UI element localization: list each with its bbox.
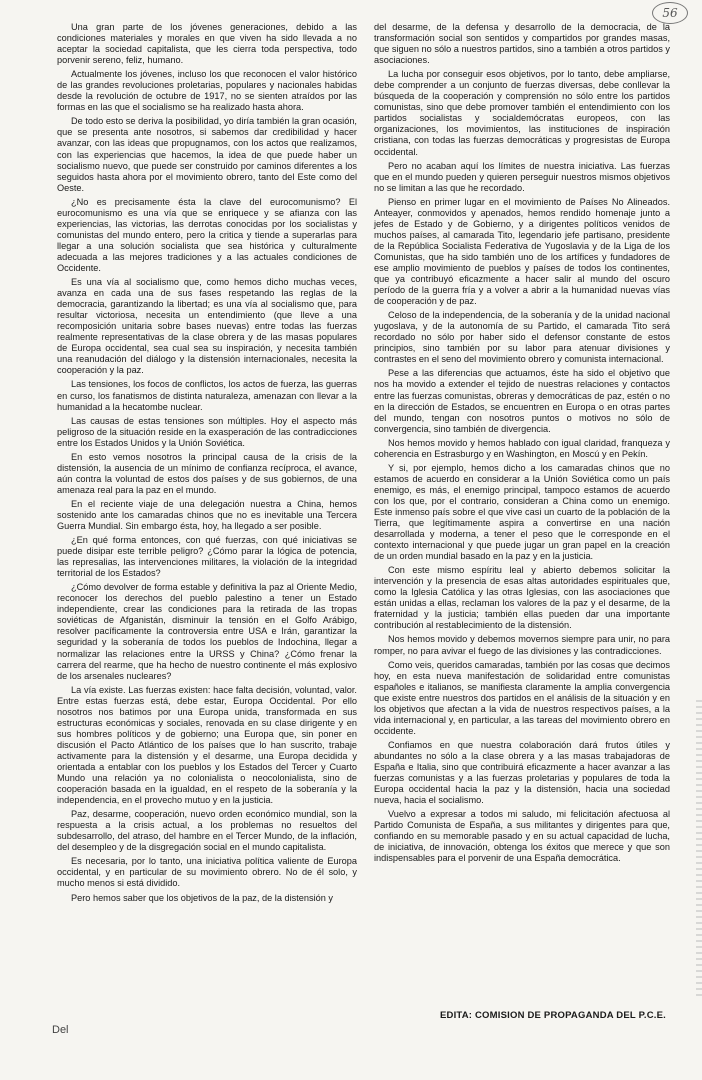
scan-edge-marks <box>696 700 702 1000</box>
paragraph: Es necesaria, por lo tanto, una iniciativa política valiente de Europa occidental, y en particular de su movimiento obrero. No de él solo, y mucho menos si está dividido. <box>57 856 357 889</box>
paragraph: ¿No es precisamente ésta la clave del eurocomunismo? El eurocomunismo es una vía que se enriquece y se afianza con las experiencias, las victorias, las derrotas conocidas por los socialistas y comunistas del mundo entero, pero la critica y tiende a superarlas para llegar a una solución socialista que sea histórica y culturalmente adecuada a las mejores tradiciones y a las actuales condiciones de Occidente. <box>57 196 357 273</box>
paragraph: En esto vemos nosotros la principal causa de la crisis de la distensión, la ausencia de un mínimo de confianza recíproca, el avance, aún contra la voluntad de estos dos países y de sus gobiernos, de una amenaza real para la paz en el mundo. <box>57 451 357 495</box>
paragraph: Paz, desarme, cooperación, nuevo orden económico mundial, son la respuesta a la crisis actual, a los problemas no resueltos del subdesarrollo, del atraso, del hambre en el Tercer Mundo, de la inflación, del desempleo y de la disgregación social en el mundo capitalista. <box>57 809 357 853</box>
paragraph: ¿En qué forma entonces, con qué fuerzas, con qué iniciativas se puede disipar este terrible peligro? ¿Cómo parar la lógica de potencia, las represalias, las intervenciones militares, la violación de la integridad territorial de los Estados? <box>57 535 357 579</box>
paragraph: del desarme, de la defensa y desarrollo de la democracia, de la transformación social son sentidos y compartidos por grandes masas, que siguen no sólo a nuestros partidos, sino a también a otros partidos y asociaciones. <box>374 22 670 66</box>
publisher-credit: EDITA: COMISION DE PROPAGANDA DEL P.C.E. <box>440 1010 666 1021</box>
paragraph: Nos hemos movido y debemos movernos siempre para unir, no para romper, no para avivar el fuego de las divisiones y las contradicciones. <box>374 634 670 656</box>
paragraph: Nos hemos movido y hemos hablado con igual claridad, franqueza y coherencia en Estrasburgo y en Washington, en Moscú y en Pekín. <box>374 437 670 459</box>
paragraph: Las causas de estas tensiones son múltiples. Hoy el aspecto más peligroso de la situación reside en la exasperación de las contradicciones entre los Estados Unidos y la Unión Soviética. <box>57 415 357 448</box>
paragraph: La lucha por conseguir esos objetivos, por lo tanto, debe ampliarse, debe comprender a un conjunto de fuerzas diversas, debe conllevar la búsqueda de la cooperación y comprensión no sólo entre los partidos comunistas, sino que debe promover también el entendimiento con los partidos socialistas y socialdemócratas europeos, con las organizaciones, los movimientos, las instituciones de inspiración cristiana, con todas las fuerzas democráticas y progresistas de Europa occidental. <box>374 69 670 157</box>
page-number: 56 <box>652 2 688 24</box>
right-column <box>374 22 670 1022</box>
paragraph: Pero hemos saber que los objetivos de la paz, de la distensión y <box>71 892 334 903</box>
paragraph: Una gran parte de los jóvenes generaciones, debido a las condiciones materiales y morales en que viven ha sido llevada a no aceptar la sociedad capitalista, que les cierra toda perspectiva, todo porvenir sereno, feliz, humano. <box>57 22 357 66</box>
paragraph: Confiamos en que nuestra colaboración dará frutos útiles y abundantes no sólo a la clase obrera y a las masas trabajadoras de España e Italia, sino que contribuirá eficazmente a hacer avanzar a las fuerzas comunistas y a las fuerzas proletarias y populares de toda la Europa occidental hacia la paz y la distensión, hacia una sociedad nueva, hacia el socialismo. <box>374 739 670 806</box>
paragraph: Pienso en primer lugar en el movimiento de Países No Alineados. Anteayer, conmovidos y apenados, hemos rendido homenaje junto a jefes de Estado y de Gobierno, y a dirigentes políticos venidos de muchos países, al camarada Tito, legendario jefe partisano, presidente de la República Socialista Federativa de Yugoslavia y de la Liga de los Comunistas, que ha sido también uno de los artífices y fundadores de ese amplio movimiento de pueblos y países de todos los continentes, que ya contribuyó eficazmente a hacer salir al mundo del oscuro período de la guerra fría y a volver a abrir a la humanidad nuevas vías de cooperación y de paz. <box>374 196 670 307</box>
paragraph: Vuelvo a expresar a todos mi saludo, mi felicitación afectuosa al Partido Comunista de España, a sus militantes y dirigentes para que, confiando en su memorable pasado y en su actual capacidad de lucha, de iniciativa, de innovación, obtenga los éxitos que merece y que son indispensables para el porvenir de una España democrática. <box>374 809 670 864</box>
paragraph: ¿Cómo devolver de forma estable y definitiva la paz al Oriente Medio, reconocer los derechos del pueblo palestino a tener un Estado independiente, crear las condiciones para la retirada de las tropas soviéticas de Afganistán, disminuir la tensión en el Golfo Arábigo, resolver pacíficamente la controversia entre USA e Irán, garantizar la seguridad y la soberanía de todos los pueblos de Indochina, llegar a normalizar las relaciones entre la URSS y China? ¿Cómo frenar la carrera del rearme, que ha hecho de nuestro continente el más explosivo de los arsenales nucleares? <box>57 582 357 681</box>
paragraph: La vía existe. Las fuerzas existen: hace falta decisión, voluntad, valor. Entre estas fuerzas está, debe estar, Europa Occidental. Por ello nosotros nos batimos por una Europa unida, transformada en sus estructuras económicas y sociales, renovada en su clase dirigente y en sus hombres políticos y de gobierno; una Europa que, sin poner en discusión el Pacto Atlántico de los países que lo han suscrito, trabaje activamente para la distensión y el desarme, una Europa decidida y orientada a entablar con los pueblos y los Estados del Tercer y Cuarto Mundo una relación ya no colonialista o neocolonialista, sino de cooperación basada en la igualdad, en el respeto de la soberanía y la independencia, en el provecho mutuo y en la justicia. <box>57 684 357 806</box>
paragraph: Y si, por ejemplo, hemos dicho a los camaradas chinos que no estamos de acuerdo en considerar a la Unión Soviética como un país enemigo, es más, el enemigo principal, tampoco estamos de acuerdo con los que, por el contrario, consideran a China como un enemigo. Este inmenso país sobre el que vive casi un cuarto de la población de la Tierra, que legítimamente aspira a convertirse en una nación desarrollada y moderna, a tener el peso que le corresponde en el contexto internacional y que puede jugar un gran papel en la creación de un orden mundial basado en la paz y en la justicia. <box>374 462 670 562</box>
paragraph: En el reciente viaje de una delegación nuestra a China, hemos sostenido ante los camaradas chinos que no es inevitable una Tercera Guerra Mundial. Sin embargo ésta, hoy, ha llegado a ser posible. <box>57 498 357 532</box>
paragraph: Como veis, queridos camaradas, también por las cosas que decimos hoy, en esta nueva manifestación de solidaridad entre comunistas españoles e italianos, se manifiesta claramente la amplia convergencia que existe entre nuestros dos partidos en el análisis de la situación y en los objetivos que afectan a la vida de nuestros respectivos países, a la vida internacional y, en particular, a las tareas del movimiento obrero en occidente. <box>374 659 670 736</box>
paragraph: Es una vía al socialismo que, como hemos dicho muchas veces, avanza en cada una de sus fases respetando las reglas de la democracia, garantizando la libertad; es una vía al socialismo que, para resultar victoriosa, necesita un entendimiento (que lleve a una recomposición unitaria sobre bases nuevas) entre todas las fuerzas realmente representativas de la clase obrera y de las masas populares de Europa occidental, sea cual sea su inspiración, y necesita también una reanudación del diálogo y la distensión internacionales, necesita la cooperación y la paz. <box>57 277 357 376</box>
paragraph: Celoso de la independencia, de la soberanía y de la unidad nacional yugoslava, y de la autonomía de su Partido, el camarada Tito será recordado no sólo por haber sido el defensor constante de estos principios, sino también por su labor para atenuar divisiones y contrastes en el seno del movimiento obrero y comunista internacional. <box>374 310 670 365</box>
cut-off-text-fragment: Del <box>52 1024 69 1036</box>
paragraph: De todo esto se deriva la posibilidad, yo diría también la gran ocasión, que se presenta ante nosotros, si sabemos dar credibilidad y hacer avanzar, con las ideas que propugnamos, con los actos que realizamos, con las experiencias que hacemos, la idea de que puede haber un socialismo nuevo, que puede ser construido por caminos diferentes a los seguidos hasta ahora por el movimiento obrero, tanto del Este como del Oeste. <box>57 116 357 193</box>
paragraph: Con este mismo espíritu leal y abierto debemos solicitar la intervención y la presencia de esas altas autoridades espirituales que, como la Iglesia Católica y las otras Iglesias, con las asociaciones que están unidas a ellas, reclaman los valores de la paz y el desarme, de la fraternidad y la justicia; también ellas pueden dar una importante contribución al restablecimiento de la distensión. <box>374 565 670 631</box>
paragraph: Las tensiones, los focos de conflictos, los actos de fuerza, las guerras en curso, los fanatismos de distinta naturaleza, amenazan con llevar a la humanidad a la hecatombe nuclear. <box>57 379 357 412</box>
left-column <box>57 22 357 1042</box>
paragraph: Pero no acaban aquí los límites de nuestra iniciativa. Las fuerzas que en el mundo pueden y quieren perseguir nuestros mismos objetivos no se limitan a las que he recordado. <box>374 160 670 193</box>
paragraph: Actualmente los jóvenes, incluso los que reconocen el valor histórico de las grandes revoluciones proletarias, populares y nacionales habidas desde la revolución de octubre de 1917, no se sienten atraídos por las formas en las que el socialismo se ha realizado hasta ahora. <box>57 69 357 113</box>
paragraph: Pese a las diferencias que actuamos, éste ha sido el objetivo que nos ha movido a extender el tejido de nuestras relaciones y contactos entre las fuerzas comunistas, obreras y democráticas de paz, estén o no en la dirección de Estados, se encuentren en Europa o en otras partes del mundo, tengan con nosotros puntos o motivos no sólo de convergencia, sino también de divergencia. <box>374 368 670 434</box>
